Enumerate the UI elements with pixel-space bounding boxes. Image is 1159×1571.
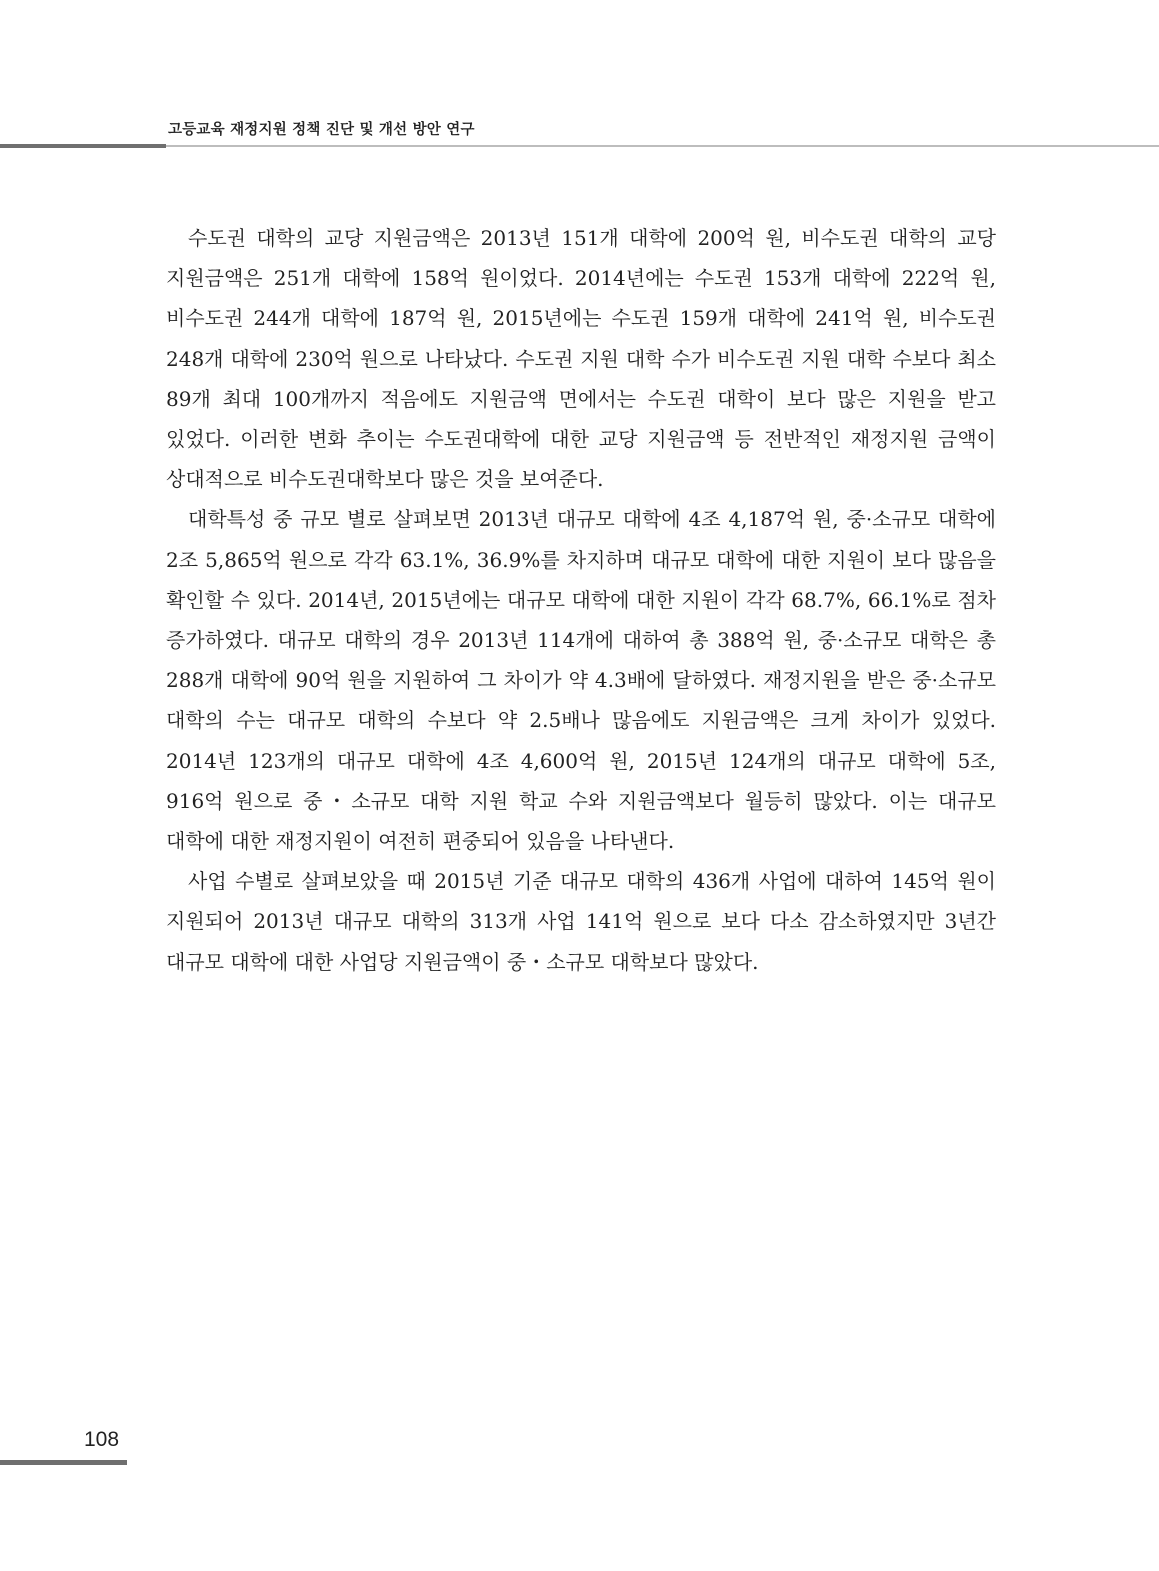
paragraph: 사업 수별로 살펴보았을 때 2015년 기준 대규모 대학의 436개 사업에 대하여 145억 원이 지원되어 2013년 대규모 대학의 313개 사업 141억 원으로 보다 다소 감소하였지만 3년간 대규모 대학에 대한 사업당 지원금액이 중・소규모 대학보다 많았다. (166, 869, 996, 974)
footer-rule (0, 1460, 127, 1465)
paragraph: 수도권 대학의 교당 지원금액은 2013년 151개 대학에 200억 원, 비수도권 대학의 교당 지원금액은 251개 대학에 158억 원이었다. 2014년에는 수도권 153개 대학에 222억 원, 비수도권 244개 대학에 187억 원, 2015년에는 수도권 159개 대학에 241억 원, 비수도권 248개 대학에 230억 원으로 나타났다. 수도권 지원 대학 수가 비수도권 지원 대학 수보다 최소 89개 최대 100개까지 적음에도 지원금액 면에서는 수도권 대학이 보다 많은 지원을 받고 있었다. 이러한 변화 추이는 수도권대학에 대한 교당 지원금액 등 전반적인 재정지원 금액이 상대적으로 비수도권대학보다 많은 것을 보여준다. (166, 226, 996, 492)
paragraph: 대학특성 중 규모 별로 살펴보면 2013년 대규모 대학에 4조 4,187억 원, 중·소규모 대학에 2조 5,865억 원으로 각각 63.1%, 36.9%를 차지하며 대규모 대학에 대한 지원이 보다 많음을 확인할 수 있다. 2014년, 2015년에는 대규모 대학에 대한 지원이 각각 68.7%, 66.1%로 점차 증가하였다. 대규모 대학의 경우 2013년 114개에 대하여 총 388억 원, 중·소규모 대학은 총 288개 대학에 90억 원을 지원하여 그 차이가 약 4.3배에 달하였다. 재정지원을 받은 중·소규모 대학의 수는 대규모 대학의 수보다 약 2.5배나 많음에도 지원금액은 크게 차이가 있었다. 2014년 123개의 대규모 대학에 4조 4,600억 원, 2015년 124개의 대규모 대학에 5조, 916억 원으로 중・소규모 대학 지원 학교 수와 지원금액보다 월등히 많았다. 이는 대규모 대학에 대한 재정지원이 여전히 편중되어 있음을 나타낸다. (166, 507, 996, 854)
body-text (166, 218, 996, 982)
header-rule-accent (0, 144, 166, 148)
header-rule (166, 145, 1159, 147)
running-header-title: 고등교육 재정지원 정책 진단 및 개선 방안 연구 (168, 122, 475, 138)
page-number: 108 (84, 1428, 120, 1451)
